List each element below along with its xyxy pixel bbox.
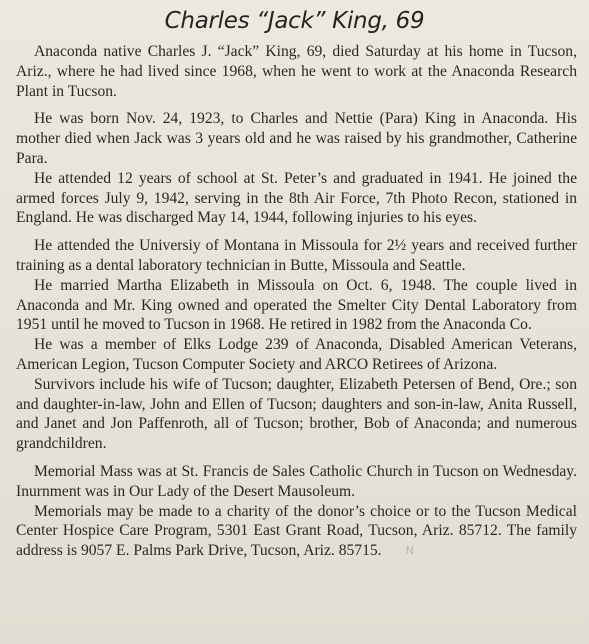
paragraph-memorials-text: Memorials may be made to a charity of the donor’s choice or to the Tucson Medical Center Hospice Care Program, 5301 East Grant Road, Tucson, Ariz. 85712. The family address is 9057 E. Palms Park Drive, Tucson, Ariz. 85715.	[16, 502, 577, 560]
paragraph-military: He attended 12 years of school at St. Peter’s and graduated in 1941. He joined the armed forces July 9, 1942, serving in the 8th Air Force, 7th Photo Recon, stationed in England. He was discharged May 14, 1944, following injuries to his eyes.	[16, 169, 577, 227]
newspapers-watermark: N	[405, 544, 414, 558]
paragraph-memberships: He was a member of Elks Lodge 239 of Anaconda, Disabled American Veterans, American Legion, Tucson Computer Society and ARCO Retirees of Arizona.	[16, 336, 577, 373]
paragraph-survivors: Survivors include his wife of Tucson; daughter, Elizabeth Petersen of Bend, Ore.; son and daughter-in-law, John and Ellen of Tucson; daughters and son-in-law, Anita Russell, and Janet and Jon Paffenroth, all of Tucson; brother, Bob of Anaconda; and numerous grandchildren.	[16, 375, 577, 453]
obituary-body	[16, 42, 577, 561]
paragraph-intro: Anaconda native Charles J. “Jack” King, 69, died Saturday at his home in Tucson, Ariz., where he had lived since 1968, when he went to work at the Anaconda Research Plant in Tucson.	[16, 43, 577, 100]
paragraph-marriage-career: He married Martha Elizabeth in Missoula on Oct. 6, 1948. The couple lived in Anaconda and Mr. King owned and operated the Smelter City Dental Laboratory from 1951 until he moved to Tucson in 1968. He retired in 1982 from the Anaconda Co.	[16, 276, 577, 334]
paragraph-education: He attended the Universiy of Montana in Missoula for 2½ years and received further training as a dental laboratory technician in Butte, Missoula and Seattle.	[16, 237, 577, 274]
paragraph-memorial-mass: Memorial Mass was at St. Francis de Sales Catholic Church in Tucson on Wednesday. Inurnment was in Our Lady of the Desert Mausoleum.	[16, 462, 577, 500]
paragraph-memorials	[16, 502, 577, 561]
paragraph-birth: He was born Nov. 24, 1923, to Charles and Nettie (Para) King in Anaconda. His mother died when Jack was 3 years old and he was raised by his grandmother, Catherine Para.	[16, 110, 577, 167]
obituary-headline: Charles “Jack” King, 69	[164, 8, 425, 34]
